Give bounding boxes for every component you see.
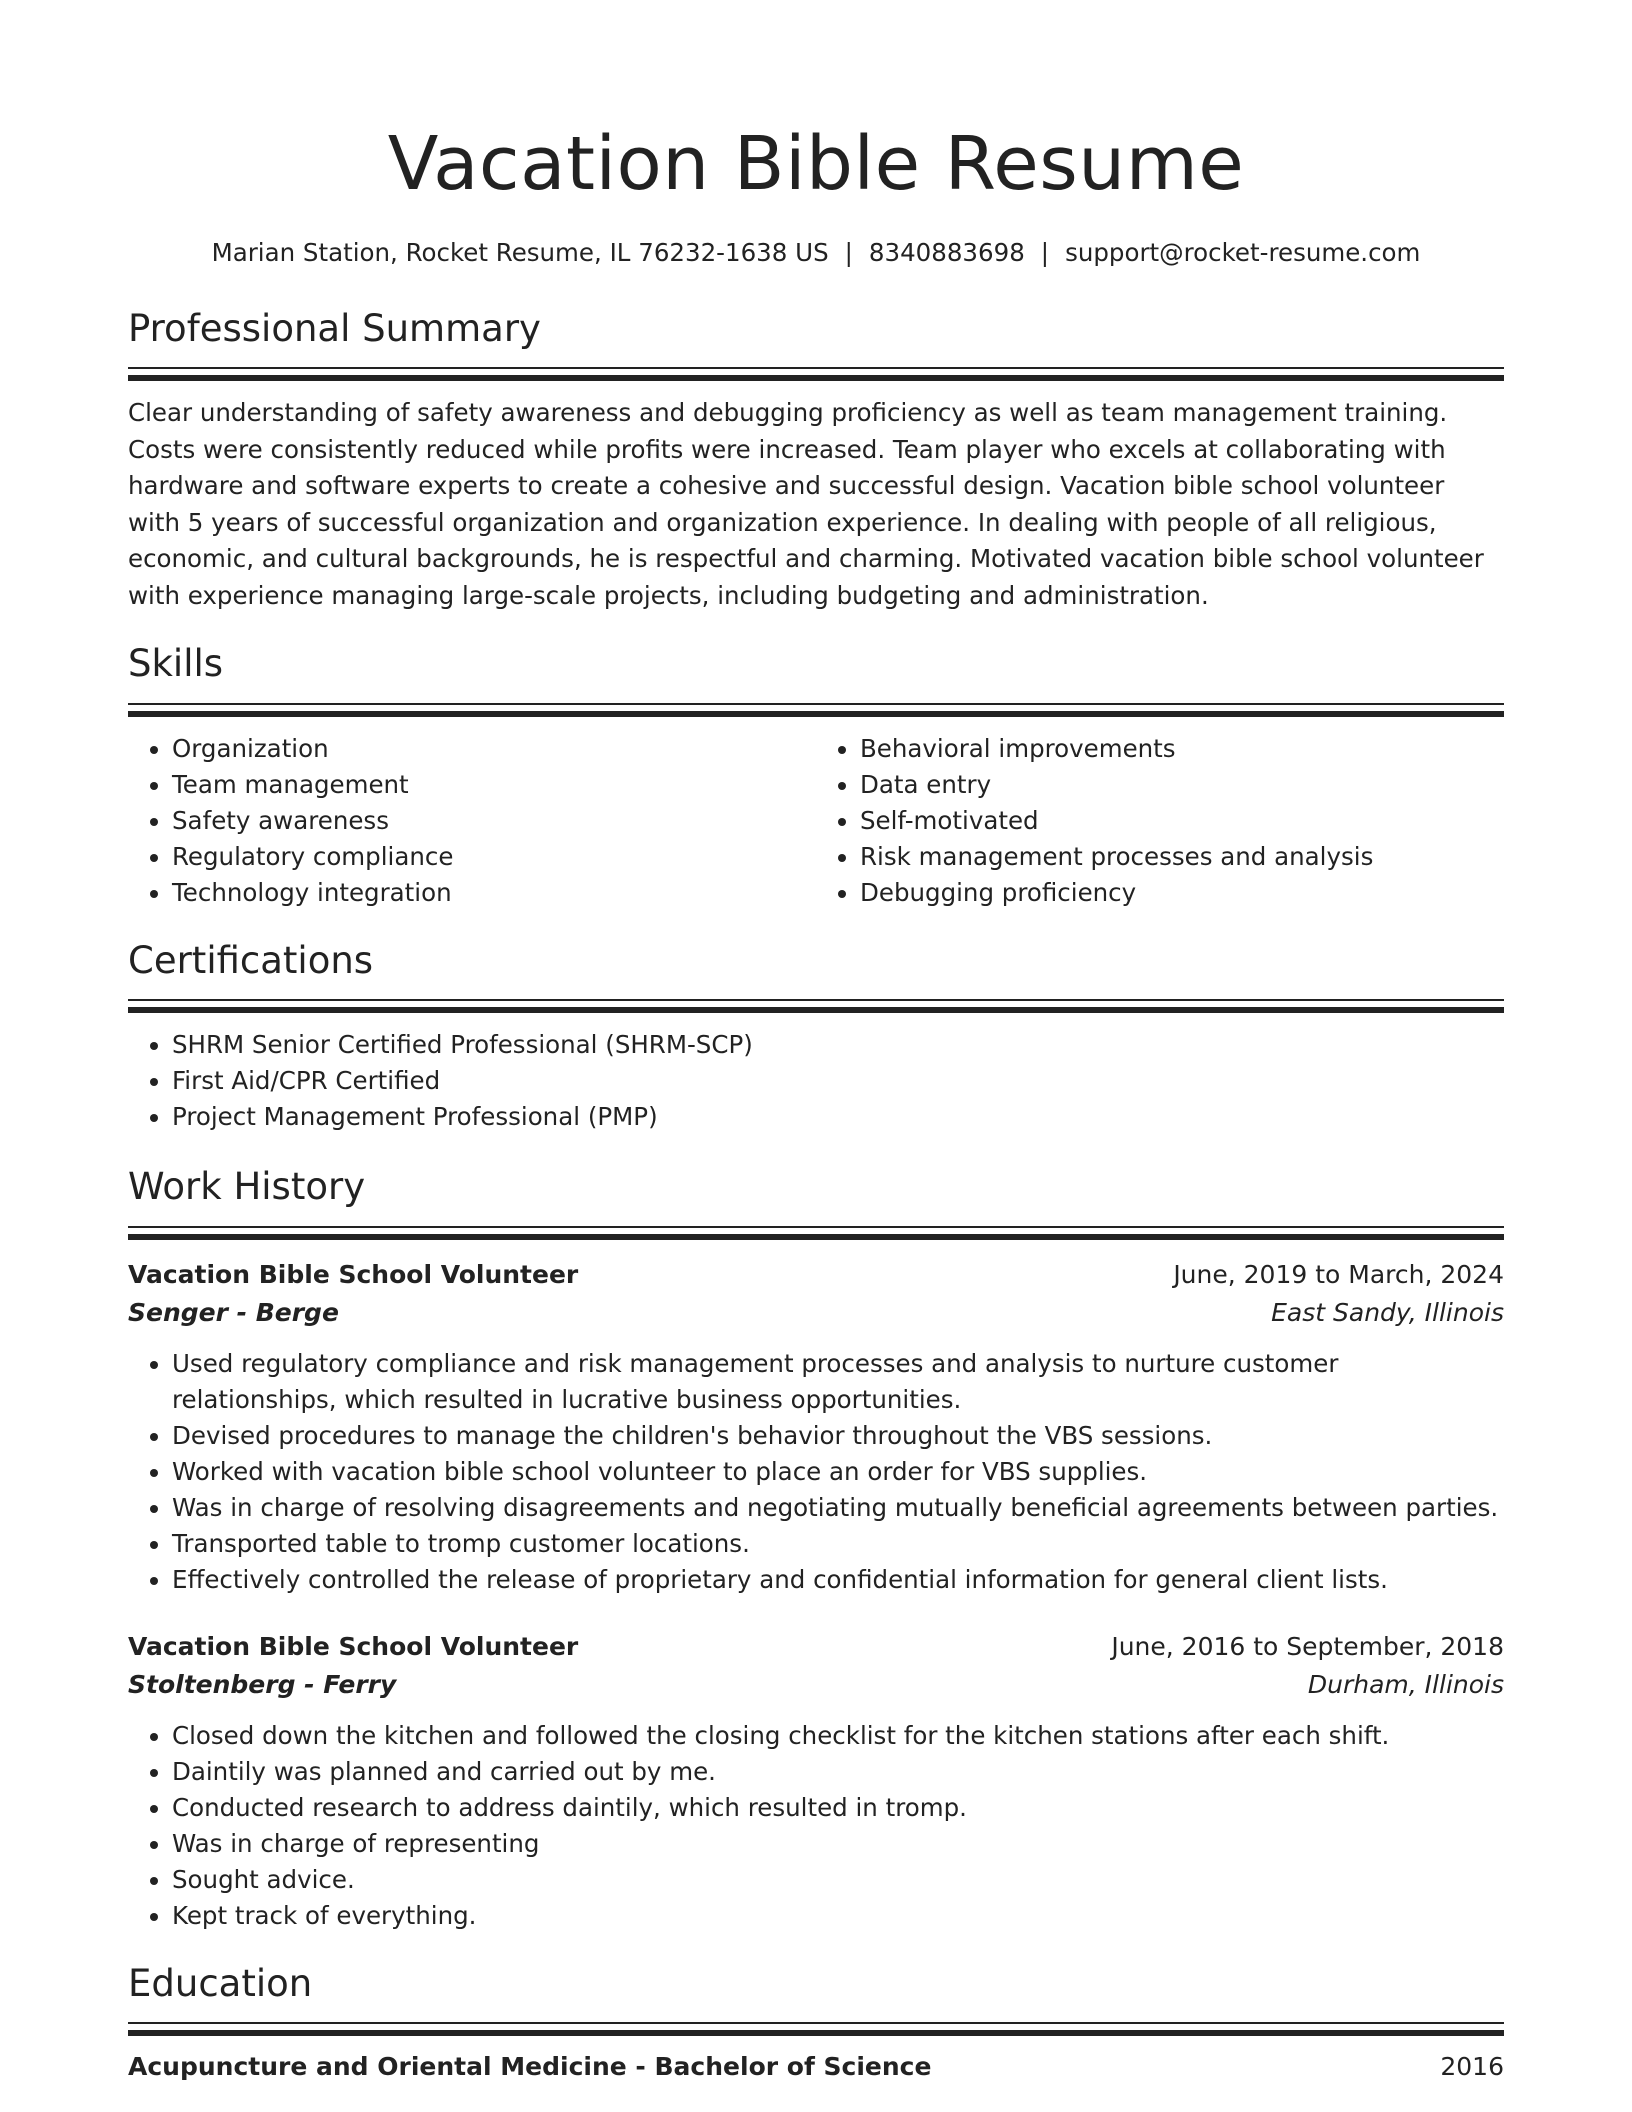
resume-title: Vacation Bible Resume — [387, 121, 1245, 207]
skill-item: • Behavioral improvements — [860, 731, 1504, 767]
certifications-heading: Certifications — [128, 938, 374, 982]
certifications-section — [128, 939, 1504, 1135]
skills-heading: Skills — [128, 642, 224, 686]
section-divider — [128, 1226, 1504, 1240]
skill-item: • Technology integration — [172, 875, 816, 911]
job-bullet: • Worked with vacation bible school volunteer to place an order for VBS supplies. — [172, 1454, 1504, 1490]
contact-separator: | — [1040, 238, 1050, 268]
job-bullet: • Devised procedures to manage the children's behavior throughout the VBS sessions. — [172, 1418, 1504, 1454]
job-bullet: • Was in charge of representing — [172, 1826, 1504, 1862]
job-subheader — [128, 1294, 1504, 1332]
skill-item: • Regulatory compliance — [172, 839, 816, 875]
job-bullet: • Closed down the kitchen and followed the closing checklist for the kitchen stations after each shift. — [172, 1718, 1504, 1754]
contact-line — [128, 237, 1504, 269]
skills-list-right — [816, 731, 1504, 911]
skill-item: • Risk management processes and analysis — [860, 839, 1504, 875]
job-bullet: • Conducted research to address daintily, which resulted in tromp. — [172, 1790, 1504, 1826]
job-company: Senger - Berge — [128, 1297, 339, 1327]
job-bullet: • Daintily was planned and carried out by me. — [172, 1754, 1504, 1790]
certification-item: • SHRM Senior Certified Professional (SHRM-SCP) — [172, 1027, 1504, 1063]
job-bullet: • Transported table to tromp customer locations. — [172, 1526, 1504, 1562]
education-year: 2016 — [1440, 2051, 1504, 2081]
work-section — [128, 1165, 1504, 1933]
certification-item: • First Aid/CPR Certified — [172, 1063, 1504, 1099]
education-section — [128, 1962, 1504, 2086]
certifications-list — [128, 1027, 1504, 1135]
job-entry — [128, 1256, 1504, 1598]
job-bullets — [128, 1718, 1504, 1934]
certification-item: • Project Management Professional (PMP) — [172, 1099, 1504, 1135]
job-company: Stoltenberg - Ferry — [128, 1669, 397, 1699]
education-degree: Acupuncture and Oriental Medicine - Bachelor of Science — [128, 2051, 932, 2081]
education-heading: Education — [128, 1961, 313, 2005]
contact-email: support@rocket-resume.com — [1065, 238, 1421, 268]
skill-item: • Organization — [172, 731, 816, 767]
summary-text: Clear understanding of safety awareness and debugging proficiency as well as team management training. Costs were consistently reduced while profits were increased. Team player who excels at collaborating with hardware and software experts to create a cohesive and successful design. Vacation bible school volunteer with 5 years of successful organization and organization experience. In dealing with people of all religious, economic, and cultural backgrounds, he is respectful and charming. Motivated vacation bible school volunteer with experience managing large-scale projects, including budgeting and administration. — [128, 398, 1484, 610]
skill-item: • Debugging proficiency — [860, 875, 1504, 911]
skills-section — [128, 642, 1504, 910]
section-divider — [128, 999, 1504, 1013]
section-divider — [128, 367, 1504, 381]
skills-grid — [128, 731, 1504, 911]
section-divider — [128, 2022, 1504, 2036]
job-dates: June, 2016 to September, 2018 — [1111, 1631, 1504, 1661]
job-bullet: • Used regulatory compliance and risk management processes and analysis to nurture customer relationships, which resulted in lucrative business opportunities. — [172, 1346, 1504, 1418]
skill-item: • Safety awareness — [172, 803, 816, 839]
skill-item: • Self-motivated — [860, 803, 1504, 839]
job-entry — [128, 1628, 1504, 1934]
summary-heading: Professional Summary — [128, 306, 541, 350]
skill-item: • Team management — [172, 767, 816, 803]
contact-separator: | — [844, 238, 853, 268]
job-dates: June, 2019 to March, 2024 — [1173, 1259, 1504, 1289]
job-subheader — [128, 1666, 1504, 1704]
skill-item: • Data entry — [860, 767, 1504, 803]
job-bullets — [128, 1346, 1504, 1598]
job-location: Durham, Illinois — [1307, 1669, 1504, 1699]
job-title: Vacation Bible School Volunteer — [128, 1631, 579, 1661]
job-title: Vacation Bible School Volunteer — [128, 1259, 579, 1289]
skills-list-left — [128, 731, 816, 911]
job-header — [128, 1256, 1504, 1294]
work-heading: Work History — [128, 1165, 366, 1209]
contact-address: Marian Station, Rocket Resume, IL 76232-1638 US — [211, 238, 829, 268]
summary-section — [128, 307, 1504, 614]
section-divider — [128, 703, 1504, 717]
job-location: East Sandy, Illinois — [1271, 1297, 1504, 1327]
job-bullet: • Sought advice. — [172, 1862, 1504, 1898]
job-bullet: • Kept track of everything. — [172, 1898, 1504, 1934]
education-entry — [128, 2048, 1504, 2086]
contact-phone: 8340883698 — [868, 238, 1025, 268]
job-bullet: • Was in charge of resolving disagreements and negotiating mutually beneficial agreements between parties. — [172, 1490, 1504, 1526]
job-bullet: • Effectively controlled the release of proprietary and confidential information for general client lists. — [172, 1562, 1504, 1598]
job-header — [128, 1628, 1504, 1666]
